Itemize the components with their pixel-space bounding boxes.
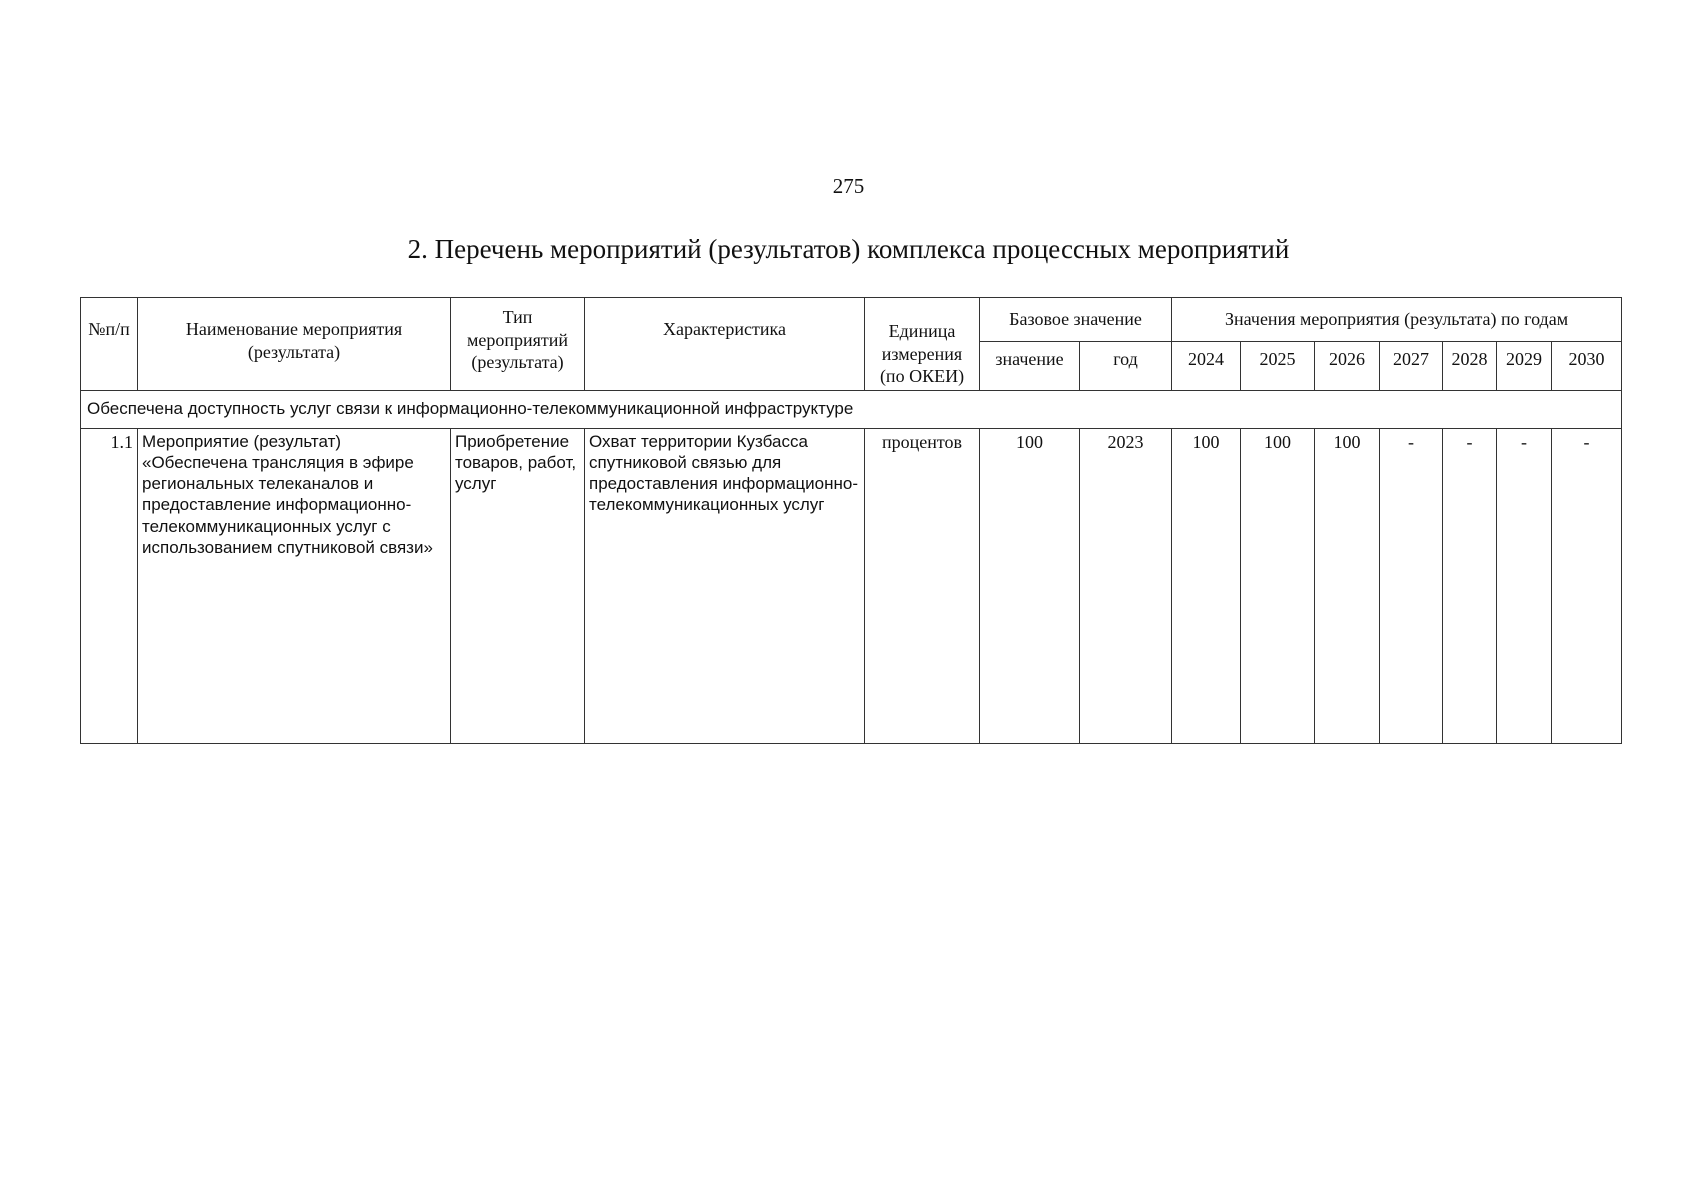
section-title: Обеспечена доступность услуг связи к информационно-телекоммуникационной инфраструктуре [81, 390, 1622, 428]
row-characteristic: Охват территории Кузбасса спутниковой связью для предоставления информационно-телекоммуникационных услуг [585, 428, 865, 743]
header-row-top [81, 298, 1622, 342]
row-value-2028: - [1443, 428, 1497, 743]
header-year-2026: 2026 [1315, 341, 1380, 390]
header-base-group: Базовое значение [980, 298, 1172, 342]
header-year-2025: 2025 [1241, 341, 1315, 390]
header-years-group: Значения мероприятия (результата) по годам [1172, 298, 1622, 342]
row-base-year: 2023 [1080, 428, 1172, 743]
header-year-2027: 2027 [1380, 341, 1443, 390]
row-type: Приобретение товаров, работ, услуг [451, 428, 585, 743]
document-title: 2. Перечень мероприятий (результатов) комплекса процессных мероприятий [407, 234, 1290, 264]
events-table [80, 297, 1622, 744]
header-characteristic: Характеристика [585, 298, 865, 391]
header-year-2024: 2024 [1172, 341, 1241, 390]
row-value-2025: 100 [1241, 428, 1315, 743]
table-row [81, 428, 1622, 743]
header-num: №п/п [81, 298, 138, 391]
header-type: Тип мероприятий (результата) [451, 298, 585, 391]
header-year-2028: 2028 [1443, 341, 1497, 390]
row-value-2029: - [1497, 428, 1552, 743]
row-value-2027: - [1380, 428, 1443, 743]
row-value-2030: - [1552, 428, 1622, 743]
header-name: Наименование мероприятия (результата) [138, 298, 451, 391]
header-year-2030: 2030 [1552, 341, 1622, 390]
header-unit: Единица измерения (по ОКЕИ) [865, 298, 980, 391]
section-row [81, 390, 1622, 428]
page-number: 275 [832, 174, 865, 198]
row-value-2024: 100 [1172, 428, 1241, 743]
row-unit: процентов [865, 428, 980, 743]
row-name: Мероприятие (результат) «Обеспечена трансляция в эфире региональных телеканалов и предоставление информационно-телекоммуникационных услуг с использованием спутниковой связи» [138, 428, 451, 743]
header-base-value: значение [980, 341, 1080, 390]
header-year-2029: 2029 [1497, 341, 1552, 390]
row-num: 1.1 [81, 428, 138, 743]
row-base-value: 100 [980, 428, 1080, 743]
header-base-year: год [1080, 341, 1172, 390]
row-value-2026: 100 [1315, 428, 1380, 743]
